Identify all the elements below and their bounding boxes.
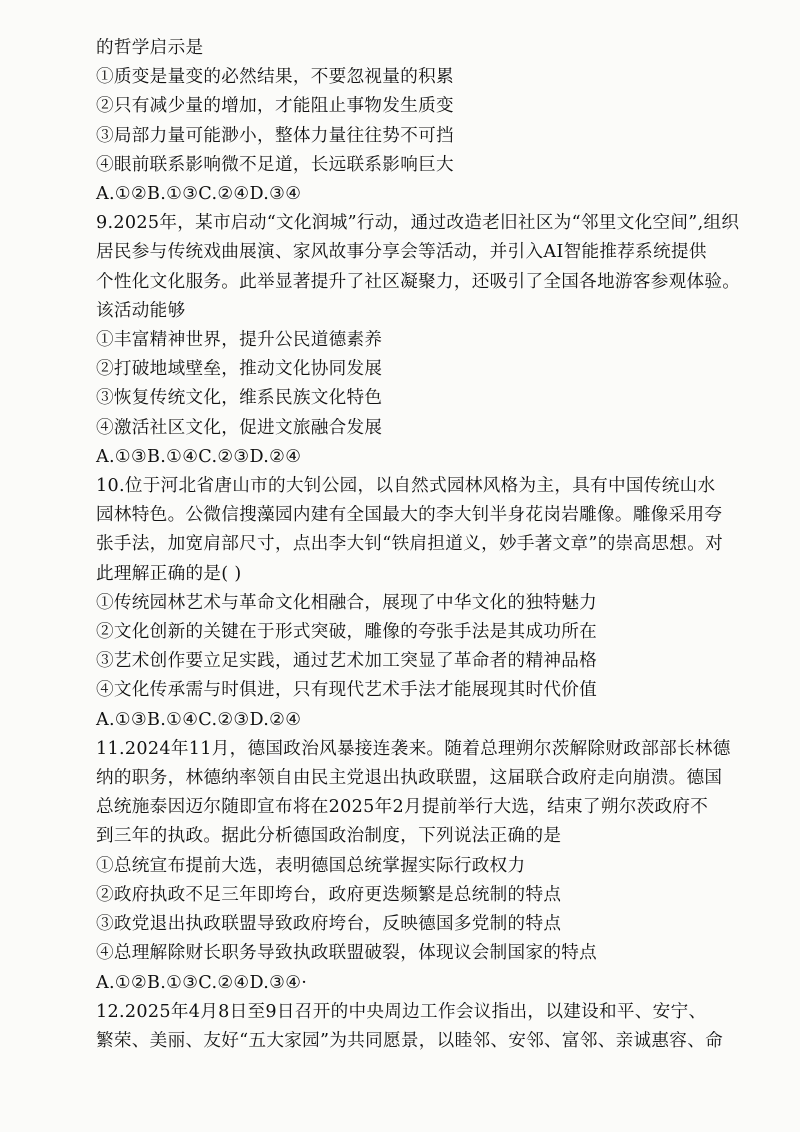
question-9-text: 9.2025年，某市启动“文化润城”行动，通过改造老旧社区为“邻里文化空间”,组织 bbox=[96, 213, 740, 234]
question-10-text: 园林特色。公微信搜藻园内建有全国最大的李大钊半身花岗岩雕像。雕像采用夸 bbox=[96, 505, 723, 526]
option-line: ②政府执政不足三年即垮台，政府更迭频繁是总统制的特点 bbox=[96, 884, 562, 905]
document-body bbox=[96, 34, 746, 1056]
answer-choices: A.①②B.①③C.②④D.③④ bbox=[96, 184, 302, 205]
option-line: ②只有减少量的增加，才能阻止事物发生质变 bbox=[96, 96, 454, 117]
option-line: ④眼前联系影响微不足道，长远联系影响巨大 bbox=[96, 154, 454, 175]
question-11-text: 11.2024年11月，德国政治风暴接连袭来。随着总理朔尔茨解除财政部部长林德 bbox=[96, 738, 731, 759]
option-line: ②打破地域壁垒，推动文化协同发展 bbox=[96, 359, 383, 380]
question-9-text: 该活动能够 bbox=[96, 300, 186, 321]
option-line: ④总理解除财长职务导致执政联盟破裂，体现议会制国家的特点 bbox=[96, 943, 598, 964]
question-10-text: 此理解正确的是( ) bbox=[96, 563, 242, 584]
answer-choices: A.①③B.①④C.②③D.②④ bbox=[96, 446, 302, 467]
question-11-text: 总统施泰因迈尔随即宣布将在2025年2月提前举行大选，结束了朔尔茨政府不 bbox=[96, 797, 709, 818]
question-9-text: 个性化文化服务。此举显著提升了社区凝聚力，还吸引了全国各地游客参观体验。 bbox=[96, 271, 741, 292]
question-11-text: 到三年的执政。据此分析德国政治制度，下列说法正确的是 bbox=[96, 826, 562, 847]
answer-choices: A.①③B.①④C.②③D.②④ bbox=[96, 709, 302, 730]
option-line: ①传统园林艺术与革命文化相融合，展现了中华文化的独特魅力 bbox=[96, 592, 598, 613]
answer-choices: A.①②B.①③C.②④D.③④· bbox=[96, 972, 308, 993]
question-12-text: 繁荣、美丽、友好“五大家园”为共同愿景，以睦邻、安邻、富邻、亲诚惠容、命 bbox=[96, 1030, 723, 1051]
option-line: ③政党退出执政联盟导致政府垮台，反映德国多党制的特点 bbox=[96, 914, 562, 935]
question-10-text: 10.位于河北省唐山市的大钊公园，以自然式园林风格为主，具有中国传统山水 bbox=[96, 476, 716, 497]
option-line: ④激活社区文化，促进文旅融合发展 bbox=[96, 417, 383, 438]
text-line: 的哲学启示是 bbox=[96, 38, 204, 58]
option-line: ④文化传承需与时俱进，只有现代艺术手法才能展现其时代价值 bbox=[96, 680, 598, 701]
question-12-text: 12.2025年4月8日至9日召开的中央周边工作会议指出，以建设和平、安宁、 bbox=[96, 1001, 707, 1022]
option-line: ③艺术创作要立足实践，通过艺术加工突显了革命者的精神品格 bbox=[96, 651, 598, 672]
question-9-text: 居民参与传统戏曲展演、家风故事分享会等活动，并引入AI智能推荐系统提供 bbox=[96, 242, 707, 263]
option-line: ①总统宣布提前大选，表明德国总统掌握实际行政权力 bbox=[96, 855, 526, 876]
option-line: ①丰富精神世界，提升公民道德素养 bbox=[96, 330, 383, 351]
option-line: ②文化创新的关键在于形式突破，雕像的夸张手法是其成功所在 bbox=[96, 622, 598, 643]
question-10-text: 张手法，加宽肩部尺寸，点出李大钊“铁肩担道义，妙手著文章”的崇高思想。对 bbox=[96, 534, 723, 555]
question-11-text: 纳的职务，林德纳率领自由民主党退出执政联盟，这届联合政府走向崩溃。德国 bbox=[96, 768, 723, 789]
option-line: ③恢复传统文化，维系民族文化特色 bbox=[96, 388, 383, 409]
option-line: ③局部力量可能渺小，整体力量往往势不可挡 bbox=[96, 125, 454, 146]
option-line: ①质变是量变的必然结果，不要忽视量的积累 bbox=[96, 67, 454, 88]
